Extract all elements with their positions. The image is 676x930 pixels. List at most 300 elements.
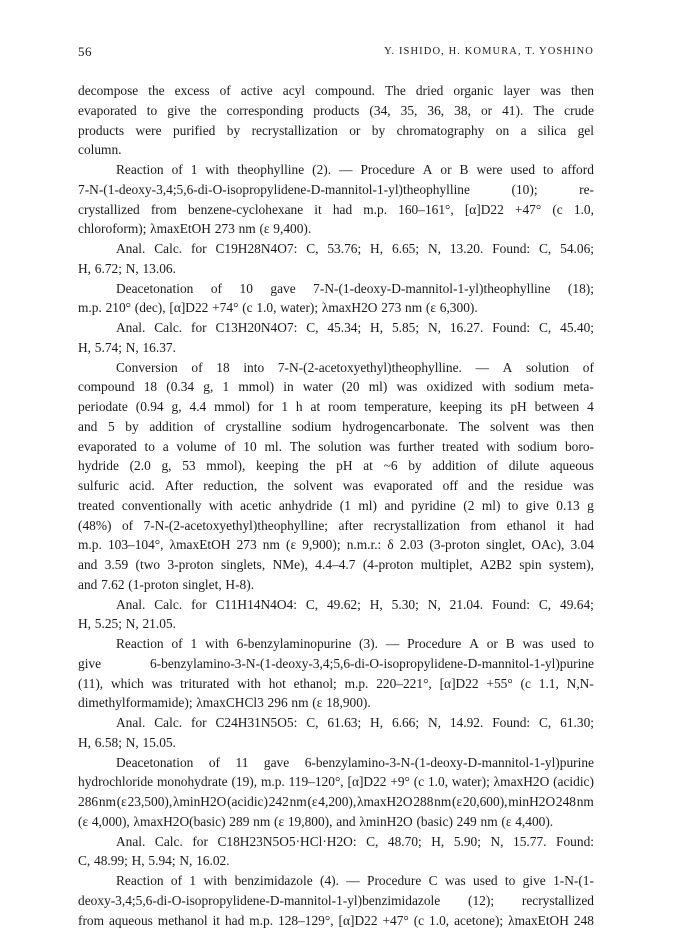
word: N,	[428, 713, 441, 733]
word: with	[486, 437, 510, 457]
word: for	[191, 239, 207, 259]
word: 5.74;	[95, 338, 122, 358]
word: 7-N-(2-acetoxyethyl)theophylline.	[278, 358, 462, 378]
word: of	[122, 516, 133, 536]
word: 128–129°,	[278, 911, 334, 930]
word: B	[506, 634, 515, 654]
word: of	[204, 417, 215, 437]
word: λmaxCHCl3	[196, 693, 264, 713]
word: aqueous	[550, 456, 594, 476]
word: (19),	[231, 772, 257, 792]
word: decompose	[78, 81, 138, 101]
word: addition	[432, 456, 476, 476]
word: λminH2O	[359, 812, 412, 832]
word: (ε	[286, 535, 296, 555]
word: 1	[189, 871, 196, 891]
word: 18	[216, 358, 229, 378]
text-line	[78, 219, 594, 239]
word: 6-benzylamino-3-N-(1-deoxy-3,4;5,6-di-O-isopropylidene-D-mannitol-1-yl)purine	[150, 654, 594, 674]
word: Procedure	[407, 634, 461, 654]
word: The	[385, 81, 406, 101]
word: from	[151, 200, 177, 220]
word: C13H20N4O7:	[215, 318, 297, 338]
word: λmaxH2O	[494, 772, 550, 792]
text-line	[78, 693, 594, 713]
word: from	[470, 516, 496, 536]
word: 249	[457, 812, 477, 832]
word: [α]D22	[169, 298, 208, 318]
word: was	[152, 674, 173, 694]
word: by	[372, 121, 385, 141]
word: solvent	[490, 417, 529, 437]
word: 5.85;	[392, 318, 419, 338]
word: 6.65;	[392, 239, 419, 259]
word: m.p.	[249, 911, 273, 930]
word: 5.94;	[148, 851, 175, 871]
word: solvent	[294, 476, 333, 496]
word: N,	[126, 259, 139, 279]
word: 4,200),	[318, 792, 356, 812]
word: of	[224, 437, 235, 457]
word: H-8).	[225, 575, 254, 595]
word: H,	[78, 614, 91, 634]
word: corresponding	[227, 101, 304, 121]
word: m.p.	[78, 535, 102, 555]
word: a	[163, 437, 169, 457]
word: C,	[306, 595, 318, 615]
text-line	[78, 674, 594, 694]
word: the	[309, 456, 325, 476]
word: N,	[179, 851, 192, 871]
word: g,	[172, 397, 182, 417]
word: A	[469, 634, 479, 654]
word: 6-benzylaminopurine	[237, 634, 352, 654]
word: nm	[253, 812, 270, 832]
page-number: 56	[78, 44, 92, 60]
word: room	[328, 397, 356, 417]
word: The	[290, 437, 311, 457]
word: After	[165, 476, 193, 496]
word: h	[296, 397, 303, 417]
word: H,	[370, 318, 383, 338]
word: (10);	[512, 180, 538, 200]
word: the	[200, 101, 216, 121]
word: (ε	[307, 792, 317, 812]
word: 6,300).	[440, 298, 478, 318]
word: 15.05.	[142, 733, 175, 753]
word: layer	[503, 81, 530, 101]
text-line	[78, 753, 594, 773]
word: 61.63;	[327, 713, 361, 733]
text-line	[78, 437, 594, 457]
word: or	[481, 101, 492, 121]
word: by	[408, 456, 421, 476]
word: 4.4	[190, 397, 207, 417]
word: m.p.	[345, 674, 369, 694]
running-head: Y. ISHIDO, H. KOMURA, T. YOSHINO	[384, 46, 594, 57]
word: C,	[539, 595, 551, 615]
word: (1-proton	[128, 575, 179, 595]
text-line	[78, 160, 594, 180]
text-line	[78, 911, 594, 930]
word: 119–120°,	[289, 772, 344, 792]
word: 210°	[106, 298, 131, 318]
word: H,	[132, 851, 145, 871]
word: λmaxEtOH	[170, 535, 231, 555]
word: OAc),	[531, 535, 564, 555]
word: treated	[442, 437, 478, 457]
word: nm	[434, 792, 451, 812]
word: with	[237, 674, 261, 694]
text-line	[78, 121, 594, 141]
word: 273	[381, 298, 401, 318]
word: Anal.	[116, 239, 145, 259]
word: dilute	[509, 456, 540, 476]
word: and	[78, 555, 97, 575]
word: n.m.r.:	[347, 535, 382, 555]
word: was	[369, 437, 390, 457]
word: 23,500),	[128, 792, 173, 812]
word: multiplet,	[421, 555, 473, 575]
word: C,	[78, 851, 90, 871]
word: 1	[281, 397, 288, 417]
word: gel	[578, 121, 594, 141]
text-line	[78, 279, 594, 299]
word: Procedure	[360, 160, 414, 180]
word: crystallized	[78, 200, 140, 220]
word: Calc.	[154, 318, 182, 338]
word: 6.66;	[392, 713, 419, 733]
word: had	[225, 911, 244, 930]
word: (two	[136, 555, 161, 575]
word: with	[209, 496, 233, 516]
word: 7-N-(1-deoxy-3,4;5,6-di-O-isopropylidene-D-mannitol-1-yl)theophylline	[78, 180, 470, 200]
word: C,	[306, 318, 318, 338]
word: were	[476, 160, 502, 180]
word: NMe),	[273, 555, 308, 575]
word: (ε	[501, 812, 511, 832]
word: re-	[579, 180, 594, 200]
word: then	[571, 417, 594, 437]
word: the	[267, 476, 283, 496]
word: (ε	[312, 693, 322, 713]
word: 248	[556, 792, 576, 812]
word: +47°	[515, 200, 541, 220]
word: 1.1,	[539, 674, 559, 694]
word: (4-proton	[363, 555, 414, 575]
word: 18,900).	[326, 693, 371, 713]
word: (2).	[312, 160, 331, 180]
word: Found:	[492, 713, 530, 733]
word: ml)	[482, 496, 501, 516]
word: 1-N-(1-	[553, 871, 594, 891]
word: 11	[236, 753, 249, 773]
text-line	[78, 713, 594, 733]
word: water);	[280, 298, 318, 318]
word: or	[440, 160, 451, 180]
word: further	[398, 437, 434, 457]
word: (dec),	[135, 298, 166, 318]
text-line	[78, 318, 594, 338]
word: m.p.	[78, 298, 102, 318]
word: N,	[428, 318, 441, 338]
word: m.p.	[363, 200, 387, 220]
word: g,	[203, 377, 213, 397]
word: λmaxH2O(basic)	[134, 812, 226, 832]
word: was	[445, 871, 466, 891]
word: singlets,	[221, 555, 265, 575]
word: 160–161°,	[398, 200, 454, 220]
text-line	[78, 772, 594, 792]
word: 1.0,	[429, 911, 449, 930]
word: recrystallized	[522, 891, 594, 911]
word: water);	[452, 772, 490, 792]
word: [α]D22	[440, 674, 479, 694]
word: the	[498, 476, 514, 496]
word: 48.70;	[388, 832, 422, 852]
word: were	[136, 121, 162, 141]
text-line	[78, 140, 594, 160]
word: —	[339, 160, 352, 180]
word: hydrogencarbonate.	[342, 417, 448, 437]
word: (3).	[359, 634, 378, 654]
word: C	[429, 871, 438, 891]
word: gave	[264, 753, 289, 773]
word: chloroform);	[78, 219, 146, 239]
text-line	[78, 456, 594, 476]
word: mmol),	[206, 456, 245, 476]
word: C,	[539, 713, 551, 733]
word: (11),	[78, 674, 103, 694]
word: anhydride	[279, 496, 333, 516]
word: The	[533, 101, 554, 121]
word: (18);	[568, 279, 594, 299]
word: 9,400).	[273, 219, 311, 239]
word: g,	[161, 456, 171, 476]
word: between	[535, 397, 580, 417]
word: of	[209, 753, 220, 773]
text-line	[78, 595, 594, 615]
word: [α]D22	[347, 772, 386, 792]
word: Reaction	[116, 871, 164, 891]
word: —	[386, 634, 399, 654]
word: 286	[78, 792, 98, 812]
word: column.	[78, 140, 122, 160]
text-line	[78, 634, 594, 654]
word: +55°	[486, 674, 512, 694]
text-line	[78, 516, 594, 536]
word: for	[191, 318, 207, 338]
word: at	[311, 397, 321, 417]
word: ml.	[264, 437, 281, 457]
word: used	[551, 634, 576, 654]
word: 5.30;	[392, 595, 419, 615]
word: to	[505, 871, 515, 891]
word: (ε	[274, 812, 284, 832]
text-line	[78, 180, 594, 200]
word: solution	[318, 437, 361, 457]
word: of	[171, 634, 182, 654]
word: to	[145, 437, 155, 457]
word: recrystallization	[374, 516, 460, 536]
word: 9,900);	[302, 535, 340, 555]
word: Calc.	[154, 595, 182, 615]
word: C19H28N4O7:	[215, 239, 297, 259]
word: the	[148, 81, 164, 101]
word: Found:	[492, 595, 530, 615]
word: 5	[108, 417, 115, 437]
word: 6.72;	[95, 259, 122, 279]
word: 7.62	[101, 575, 124, 595]
word: C24H31N5O5:	[215, 713, 297, 733]
word: conventionally	[122, 496, 202, 516]
word: Deacetonation	[116, 753, 193, 773]
text-line	[78, 239, 594, 259]
word: 16.02.	[196, 851, 229, 871]
word: dried	[416, 81, 444, 101]
word: meta-	[563, 377, 593, 397]
word: excess	[175, 81, 210, 101]
text-line	[78, 733, 594, 753]
text-line	[78, 476, 594, 496]
word: sodium	[292, 417, 331, 437]
word: Anal.	[116, 713, 145, 733]
word: was	[573, 476, 594, 496]
word: give	[78, 654, 101, 674]
word: Calc.	[155, 832, 183, 852]
word: had	[575, 516, 594, 536]
word: used	[473, 871, 498, 891]
word: at	[363, 456, 373, 476]
word: —	[346, 871, 359, 891]
word: 1	[223, 377, 230, 397]
text-line	[78, 259, 594, 279]
word: 49.64;	[560, 595, 594, 615]
word: Anal.	[116, 832, 145, 852]
text-line	[78, 496, 594, 516]
word: singlet,	[183, 575, 222, 595]
word: C,	[539, 239, 551, 259]
word: (c	[414, 772, 424, 792]
word: nm	[99, 792, 116, 812]
word: B	[460, 160, 469, 180]
word: of	[191, 358, 202, 378]
word: of	[220, 81, 231, 101]
word: theophylline	[237, 160, 304, 180]
word: it	[314, 200, 321, 220]
word: benzimidazole	[235, 871, 313, 891]
word: 21.05.	[142, 614, 175, 634]
word: 19,800),	[288, 812, 333, 832]
text-line	[78, 535, 594, 555]
word: pyridine	[411, 496, 456, 516]
word: gave	[270, 279, 295, 299]
word: +74°	[212, 298, 238, 318]
word: 16.37.	[142, 338, 175, 358]
word: 13.06.	[142, 259, 175, 279]
word: N,N-	[567, 674, 594, 694]
word: C11H14N4O4:	[216, 595, 297, 615]
word: crude	[564, 101, 594, 121]
word: was	[540, 81, 561, 101]
word: of	[583, 358, 594, 378]
word: H,	[370, 713, 383, 733]
word: (12);	[468, 891, 494, 911]
page-header	[78, 44, 594, 62]
word: (20	[342, 377, 360, 397]
word: δ	[387, 535, 393, 555]
text-line	[78, 397, 594, 417]
word: 242	[269, 792, 289, 812]
word: water	[303, 377, 333, 397]
word: of	[211, 279, 222, 299]
word: dimethylformamide);	[78, 693, 193, 713]
word: Calc.	[154, 239, 182, 259]
word: residue	[524, 476, 563, 496]
word: ml)	[358, 496, 377, 516]
word: N,	[126, 733, 139, 753]
word: λmaxH2O	[357, 792, 413, 812]
word: ethanol	[507, 516, 546, 536]
text-line	[78, 614, 594, 634]
word: after	[339, 516, 364, 536]
word: C,	[306, 713, 318, 733]
word: (c	[242, 298, 252, 318]
word: or	[349, 121, 360, 141]
word: 53.76;	[327, 239, 361, 259]
word: 3.04	[571, 535, 594, 555]
word: +9°	[390, 772, 410, 792]
word: keeping	[256, 456, 298, 476]
word: 4,000),	[92, 812, 130, 832]
word: (acidic)	[553, 772, 594, 792]
word: 14.92.	[450, 713, 483, 733]
word: hydrochloride	[78, 772, 153, 792]
word: C,	[366, 832, 378, 852]
text-line	[78, 654, 594, 674]
word: by	[125, 417, 138, 437]
word: A2B2	[480, 555, 512, 575]
word: on	[496, 121, 509, 141]
word: addition	[149, 417, 193, 437]
word: 21.04.	[450, 595, 483, 615]
word: N,	[126, 614, 139, 634]
word: keeping	[439, 397, 481, 417]
word: (3-proton	[429, 535, 480, 555]
word: used	[510, 160, 535, 180]
word: with	[203, 871, 227, 891]
word: 7-N-(2-acetoxyethyl)theophylline;	[144, 516, 328, 536]
word: m.p.	[261, 772, 285, 792]
word: (ε	[426, 298, 436, 318]
word: organic	[453, 81, 493, 101]
text-line	[78, 832, 594, 852]
word: 296	[268, 693, 288, 713]
text-line	[78, 298, 594, 318]
text-line	[78, 101, 594, 121]
word: benzene-cyclohexane	[188, 200, 303, 220]
text-line	[78, 851, 594, 871]
word: A	[503, 358, 513, 378]
word: volume	[176, 437, 216, 457]
word: and	[384, 496, 403, 516]
word: reduction,	[203, 476, 257, 496]
word: was	[539, 417, 560, 437]
word: 248	[574, 911, 594, 930]
word: minH2O	[508, 792, 555, 812]
word: spin	[519, 555, 541, 575]
word: acid.	[129, 476, 155, 496]
